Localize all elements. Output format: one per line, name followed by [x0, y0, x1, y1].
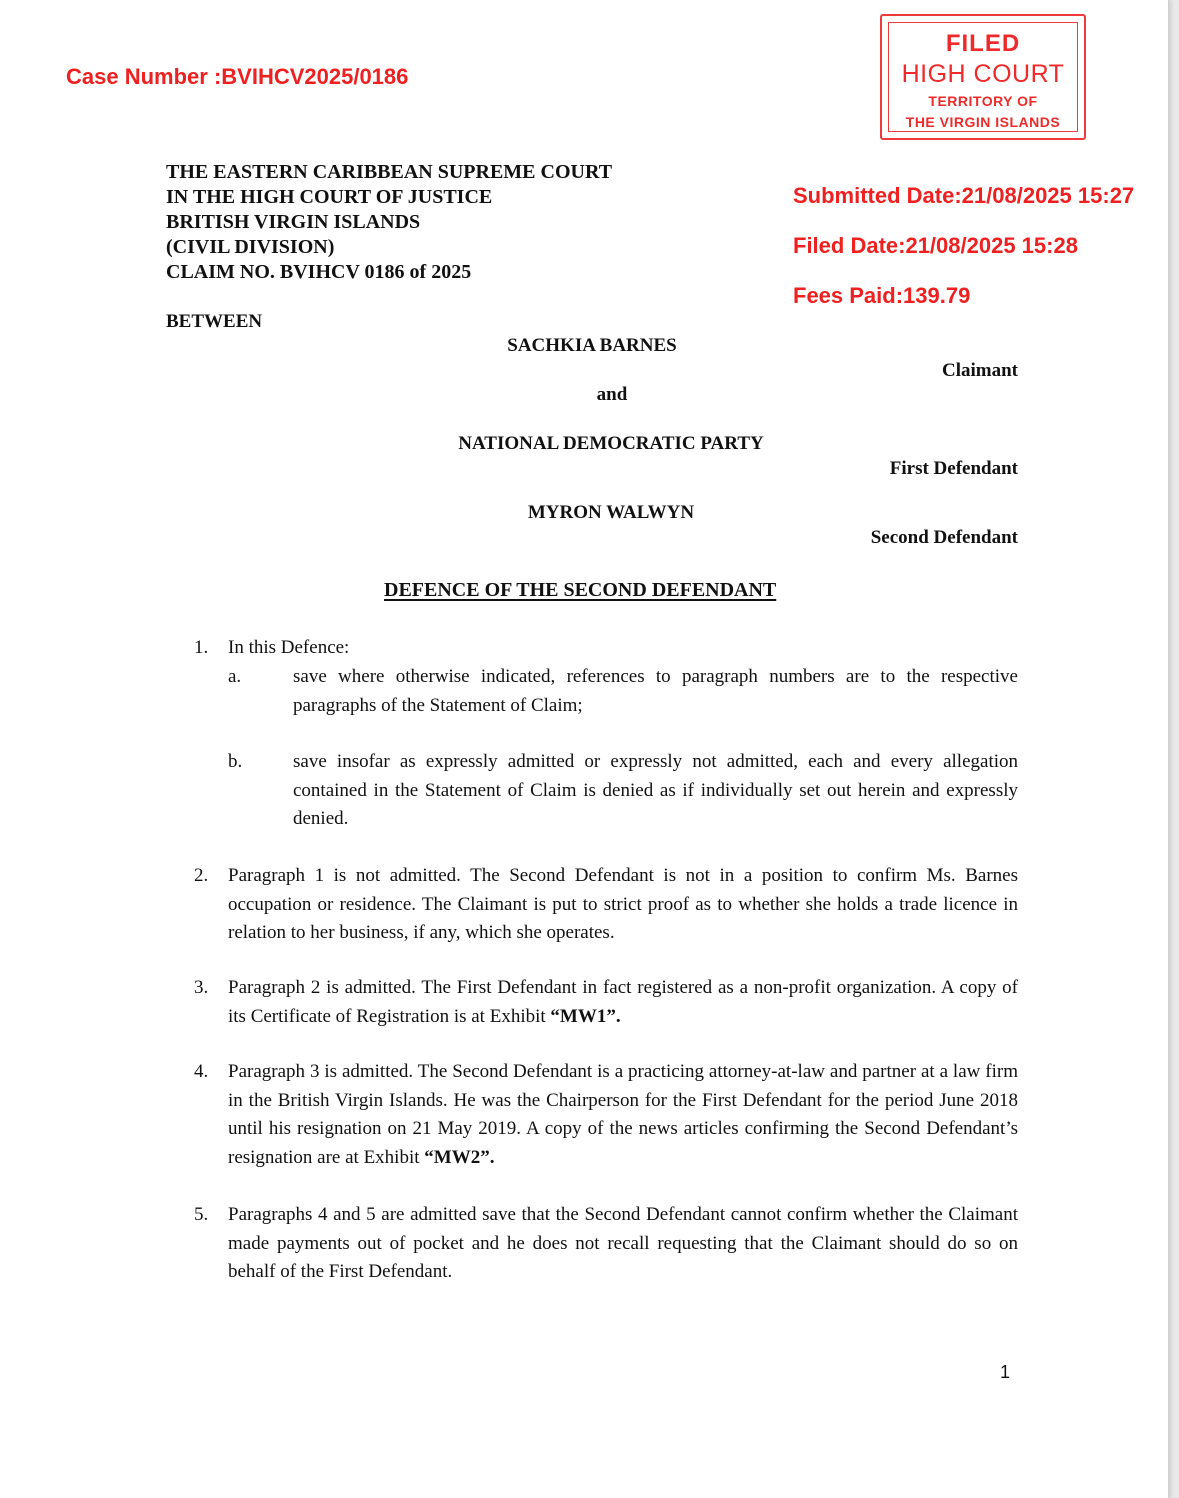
paragraph-number: 5. — [194, 1204, 209, 1225]
court-heading — [166, 160, 612, 285]
document-title: DEFENCE OF THE SECOND DEFENDANT — [384, 579, 777, 601]
first-defendant-name: NATIONAL DEMOCRATIC PARTY — [458, 433, 764, 454]
stamp-line-virgin-islands: THE VIRGIN ISLANDS — [905, 114, 1061, 130]
case-number: Case Number :BVIHCV2025/0186 — [66, 64, 409, 89]
claimant-name: SACHKIA BARNES — [507, 335, 677, 356]
second-defendant-name: MYRON WALWYN — [527, 502, 695, 523]
paragraph-1-intro: In this Defence: — [228, 637, 350, 658]
second-defendant-role: Second Defendant — [870, 527, 1018, 548]
paragraph-number: 3. — [194, 977, 209, 998]
stamp-line-filed: FILED — [945, 30, 1021, 57]
claim-number: CLAIM NO. BVIHCV 0186 of 2025 — [166, 261, 472, 283]
first-defendant-role: First Defendant — [889, 458, 1018, 479]
court-heading-line: IN THE HIGH COURT OF JUSTICE — [166, 186, 493, 208]
paragraph-1b-text: save insofar as expressly admitted or expressly not admitted, each and every allegation contained in the Statement of Claim is denied as if individually set out herein and expressly denied. — [293, 751, 1018, 829]
exhibit-reference: “MW1”. — [550, 1005, 621, 1027]
stamp-line-territory: TERRITORY OF — [928, 93, 1038, 109]
paragraph-number: 1. — [194, 637, 209, 658]
sub-item-label: b. — [228, 751, 243, 772]
stamp-line-high-court: HIGH COURT — [901, 60, 1065, 88]
sub-item-label: a. — [228, 666, 242, 687]
paragraph-3 — [228, 974, 1018, 1031]
paragraph-5-text: Paragraphs 4 and 5 are admitted save that the Second Defendant cannot confirm whether the Claimant made payments out of pocket and he does not recall requesting that the Claimant should do so on behalf of the First Defendant. — [228, 1204, 1018, 1282]
paragraph-number: 2. — [194, 865, 209, 886]
paragraph-4-text: Paragraph 3 is admitted. The Second Defendant is a practicing attorney-at-law and partner at a law firm in the British Virgin Islands. He was the Chairperson for the First Defendant for the period June 2018 until his resignation on 21 May 2019. A copy of the news articles confirming the Second Defendant’s resignation are at Exhibit — [228, 1061, 1018, 1168]
filed-stamp — [880, 14, 1086, 140]
paragraph-3-text: Paragraph 2 is admitted. The First Defendant in fact registered as a non-profit organization. A copy of its Certificate of Registration is at Exhibit — [228, 977, 1018, 1027]
fees-paid: Fees Paid:139.79 — [793, 283, 971, 308]
paragraph-1a-text: save where otherwise indicated, references to paragraph numbers are to the respective paragraphs of the Statement of Claim; — [293, 666, 1018, 716]
paragraph-4 — [228, 1058, 1018, 1172]
court-heading-line: BRITISH VIRGIN ISLANDS — [166, 211, 421, 233]
page-number: 1 — [1000, 1362, 1011, 1382]
filed-date: Filed Date:21/08/2025 15:28 — [793, 233, 1078, 258]
paragraph-number: 4. — [194, 1061, 209, 1082]
exhibit-reference: “MW2”. — [424, 1146, 495, 1168]
court-heading-line: (CIVIL DIVISION) — [166, 236, 335, 258]
court-heading-line: THE EASTERN CARIBBEAN SUPREME COURT — [166, 161, 613, 183]
claimant-role: Claimant — [942, 360, 1018, 381]
and-label: and — [596, 384, 628, 405]
paragraph-2-text: Paragraph 1 is not admitted. The Second Defendant is not in a position to confirm Ms. Barnes occupation or residence. The Claimant is put to strict proof as to whether she holds a trade licence in relation to her business, if any, which she operates. — [228, 865, 1018, 943]
between-label: BETWEEN — [166, 311, 263, 332]
submitted-date: Submitted Date:21/08/2025 15:27 — [793, 183, 1135, 208]
